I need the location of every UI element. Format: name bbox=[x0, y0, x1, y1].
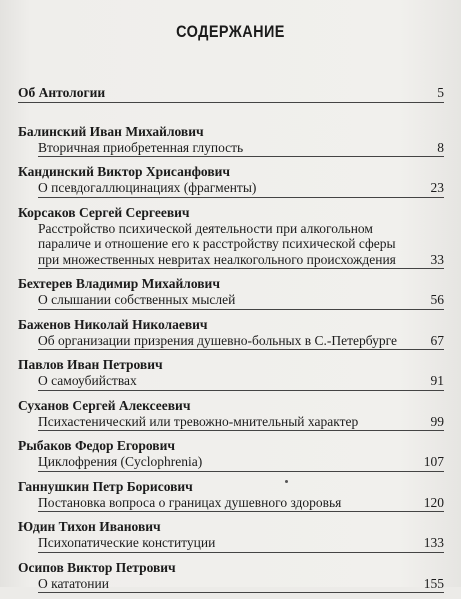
toc-page-number: 67 bbox=[430, 332, 444, 348]
toc-entry bbox=[18, 275, 444, 310]
toc-work-title: Вторичная приобретенная глупость bbox=[38, 139, 244, 155]
toc-page-number: 23 bbox=[430, 180, 444, 195]
toc-entry bbox=[18, 437, 444, 472]
toc-entry bbox=[18, 518, 444, 553]
toc-work-title: О слышании собственных мыслей bbox=[38, 292, 236, 307]
toc-work[interactable] bbox=[18, 85, 444, 103]
toc-author: Корсаков Сергей Сергеевич bbox=[18, 204, 190, 220]
toc-author: Кандинский Виктор Хрисанфович bbox=[18, 164, 231, 179]
toc-page-number: 91 bbox=[430, 373, 444, 388]
toc-entry bbox=[18, 85, 444, 103]
toc-work[interactable] bbox=[38, 495, 444, 513]
toc-author: Балинский Иван Михайлович bbox=[18, 123, 204, 139]
toc-page-number: 33 bbox=[430, 251, 444, 267]
toc-author: Бехтерев Владимир Михайлович bbox=[18, 276, 220, 291]
toc-page-number: 120 bbox=[423, 494, 444, 510]
toc-entry bbox=[18, 478, 444, 513]
toc-entry bbox=[18, 316, 444, 351]
print-speck bbox=[285, 480, 288, 483]
toc-work[interactable] bbox=[38, 535, 444, 553]
toc-work-title: Психопатические конституции bbox=[38, 535, 216, 550]
toc-work[interactable] bbox=[38, 180, 444, 198]
toc-work[interactable] bbox=[38, 414, 444, 432]
toc-page-number: 107 bbox=[423, 454, 444, 469]
toc-list bbox=[18, 85, 444, 599]
toc-entry bbox=[18, 204, 444, 270]
toc-entry bbox=[18, 397, 444, 432]
toc-author: Рыбаков Федор Егорович bbox=[18, 438, 175, 453]
toc-author: Ганнушкин Петр Борисович bbox=[18, 478, 193, 494]
toc-work-title: Циклофрения (Cyclophrenia) bbox=[38, 454, 203, 469]
toc-work-title: Об организации призрения душевно-больных в С.-Петербурге bbox=[38, 332, 397, 348]
toc-work-title: Постановка вопроса о границах душевного здоровья bbox=[38, 494, 342, 510]
toc-work-title: О псевдогаллюцинациях (фрагменты) bbox=[38, 180, 257, 195]
page-title: СОДЕРЖАНИЕ bbox=[176, 22, 285, 41]
toc-entry bbox=[18, 123, 444, 158]
toc-author: Юдин Тихон Иванович bbox=[18, 519, 161, 534]
toc-work[interactable] bbox=[38, 221, 444, 270]
toc-page-number: 5 bbox=[437, 85, 444, 100]
toc-work-title: О кататонии bbox=[38, 575, 109, 591]
toc-work-title: О самоубийствах bbox=[38, 373, 137, 388]
toc-page-number: 155 bbox=[423, 575, 444, 591]
toc-work[interactable] bbox=[38, 292, 444, 310]
toc-work-title: Об Антологии bbox=[18, 85, 106, 100]
toc-work-title: Расстройство психической деятельности при алкогольном параличе и отношение его к расстройству психической сферы при множественных невритах неалкогольного происхождения bbox=[38, 220, 396, 267]
toc-work[interactable] bbox=[38, 140, 444, 158]
toc-author: Осипов Виктор Петрович bbox=[18, 559, 176, 575]
toc-author: Суханов Сергей Алексеевич bbox=[18, 397, 191, 413]
toc-author: Павлов Иван Петрович bbox=[18, 357, 163, 372]
toc-page-number: 56 bbox=[430, 292, 444, 307]
toc-page-number: 8 bbox=[437, 139, 444, 155]
toc-work[interactable] bbox=[38, 373, 444, 391]
toc-work[interactable] bbox=[38, 454, 444, 472]
toc-work-title: Психастенический или тревожно-мнительный характер bbox=[38, 413, 359, 429]
toc-entry bbox=[18, 559, 444, 594]
toc-author: Баженов Николай Николаевич bbox=[18, 316, 208, 332]
toc-work[interactable] bbox=[38, 333, 444, 351]
toc-entry bbox=[18, 163, 444, 198]
toc-page-number: 99 bbox=[430, 413, 444, 429]
toc-entry bbox=[18, 356, 444, 391]
toc-page-number: 133 bbox=[423, 535, 444, 550]
toc-work[interactable] bbox=[38, 576, 444, 594]
